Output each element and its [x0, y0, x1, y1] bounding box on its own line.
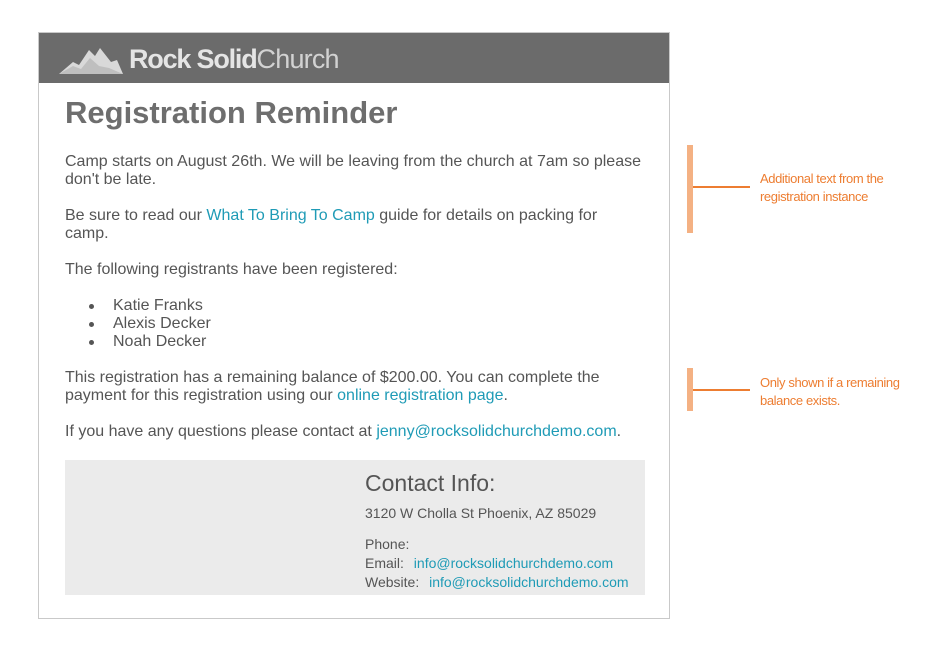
logo-text-light: Church: [256, 43, 339, 74]
questions-suffix: .: [616, 423, 622, 440]
balance-prefix: This registration has a remaining balance of $200.00. You can complete the payment for this registration using our: [65, 369, 600, 404]
online-registration-link[interactable]: online registration page: [337, 387, 504, 404]
contact-email: [365, 554, 645, 573]
registrants-intro: The following registrants have been registered:: [65, 261, 398, 278]
church-logo: [59, 39, 339, 79]
logo-text-bold: Rock Solid: [129, 43, 257, 74]
email-body: [65, 93, 645, 459]
contact-email-link[interactable]: jenny@rocksolidchurchdemo.com: [376, 423, 617, 440]
what-to-bring-link[interactable]: What To Bring To Camp: [206, 207, 375, 224]
contact-heading: Contact Info:: [365, 470, 496, 496]
annotation-connector: [693, 389, 750, 391]
mountain-logo-icon: [59, 42, 123, 76]
contact-website-value[interactable]: info@rocksolidchurchdemo.com: [429, 574, 629, 590]
contact-website: [365, 573, 645, 592]
registrant-item: Katie Franks: [113, 297, 645, 315]
balance-suffix: .: [503, 387, 508, 404]
phone-label: Phone:: [365, 536, 410, 552]
annotation-connector: [693, 186, 750, 188]
contact-address: 3120 W Cholla St Phoenix, AZ 85029: [365, 505, 597, 521]
annotation-additional-text: Additional text from the registration instance: [760, 171, 884, 204]
read-suffix: guide for details on packing for camp.: [65, 207, 598, 242]
registrant-item: Noah Decker: [113, 333, 645, 351]
website-label: Website:: [365, 574, 420, 590]
contact-email-value[interactable]: info@rocksolidchurchdemo.com: [413, 555, 614, 571]
questions-paragraph: [65, 423, 645, 441]
registrant-list: [65, 297, 645, 351]
read-paragraph: [65, 207, 645, 243]
questions-prefix: If you have any questions please contact at: [65, 423, 377, 440]
contact-phone: [365, 535, 645, 554]
email-header: [39, 33, 669, 83]
registrant-item: Alexis Decker: [113, 315, 645, 333]
email-label: Email:: [365, 555, 404, 571]
email-preview: [38, 32, 670, 619]
read-prefix: Be sure to read our: [65, 207, 207, 224]
contact-info-box: [65, 460, 645, 595]
annotation-bracket: [687, 145, 693, 233]
email-title: Registration Reminder: [65, 95, 398, 130]
balance-paragraph: [65, 369, 645, 405]
annotation-balance-note: Only shown if a remaining balance exists.: [760, 375, 900, 408]
contact-info: [365, 470, 645, 592]
intro-paragraph: Camp starts on August 26th. We will be leaving from the church at 7am so please don't be late.: [65, 153, 641, 188]
